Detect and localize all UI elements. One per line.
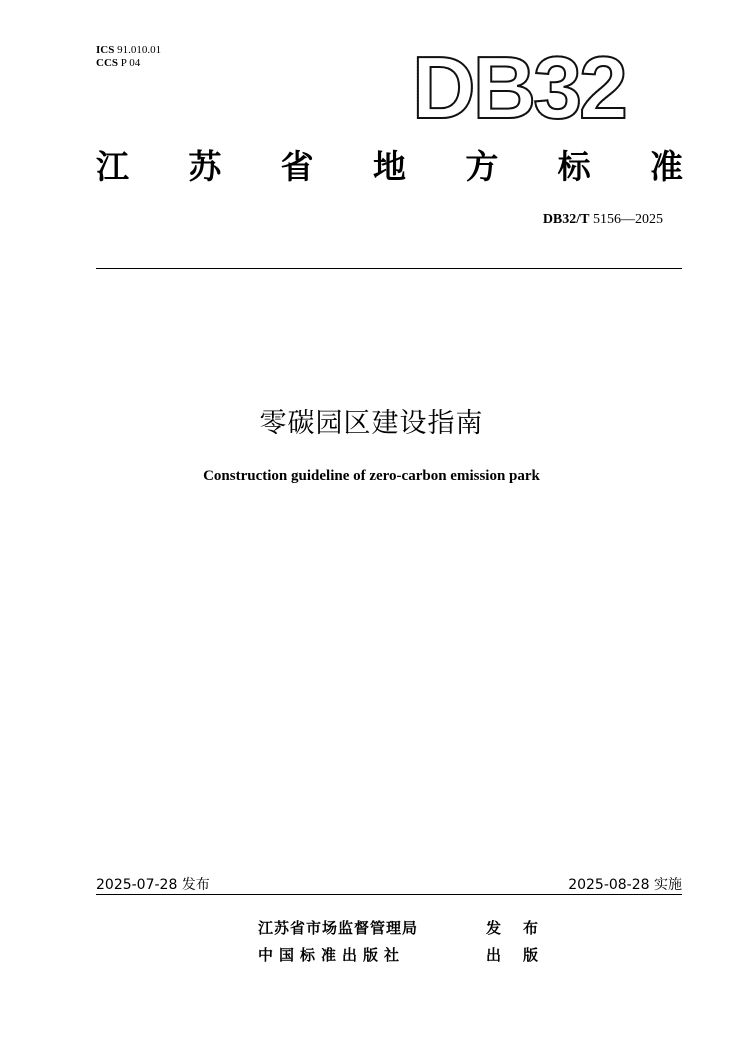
publisher-name: 中国标准出版社 xyxy=(258,946,406,964)
issuer-name: 江苏省市场监督管理局 xyxy=(258,919,419,937)
issuer-action xyxy=(486,917,538,938)
standard-type-char: 江 xyxy=(96,147,129,186)
issuer-action-char: 发 xyxy=(486,919,502,937)
ics-value: 91.010.01 xyxy=(117,44,162,56)
document-title: 零碳园区建设指南 xyxy=(259,408,484,439)
top-divider xyxy=(96,268,682,269)
standard-type-heading xyxy=(96,146,683,188)
standard-number-prefix: DB32/T xyxy=(542,212,590,227)
ics-label: ICS xyxy=(96,44,115,56)
standard-type-char: 地 xyxy=(372,147,406,186)
bottom-divider xyxy=(96,894,682,895)
db32-logo: DB32 xyxy=(412,38,625,137)
standard-type-char: 准 xyxy=(649,147,683,186)
standard-number-value: 5156—2025 xyxy=(593,212,663,227)
standard-type-char: 方 xyxy=(465,147,499,186)
publisher-row xyxy=(258,944,538,965)
issue-date: 2025-07-28 发布 xyxy=(96,877,210,893)
ics-code xyxy=(96,44,161,57)
issuer-row xyxy=(258,917,538,938)
standard-number xyxy=(543,212,663,228)
standard-type-char: 省 xyxy=(280,147,314,186)
implementation-date: 2025-08-28 实施 xyxy=(568,877,682,893)
ccs-code xyxy=(96,57,161,70)
publisher-action-char: 出 xyxy=(486,946,502,964)
issuer-action-char: 布 xyxy=(522,919,538,937)
standard-type-char: 标 xyxy=(557,147,591,186)
publisher-action-char: 版 xyxy=(522,946,538,964)
classification-codes xyxy=(96,44,161,70)
document-title-english: Construction guideline of zero-carbon emission park xyxy=(203,468,540,484)
publisher-action xyxy=(486,944,538,965)
ccs-value: P 04 xyxy=(120,57,141,69)
ccs-label: CCS xyxy=(96,57,119,69)
standard-type-char: 苏 xyxy=(188,147,222,186)
